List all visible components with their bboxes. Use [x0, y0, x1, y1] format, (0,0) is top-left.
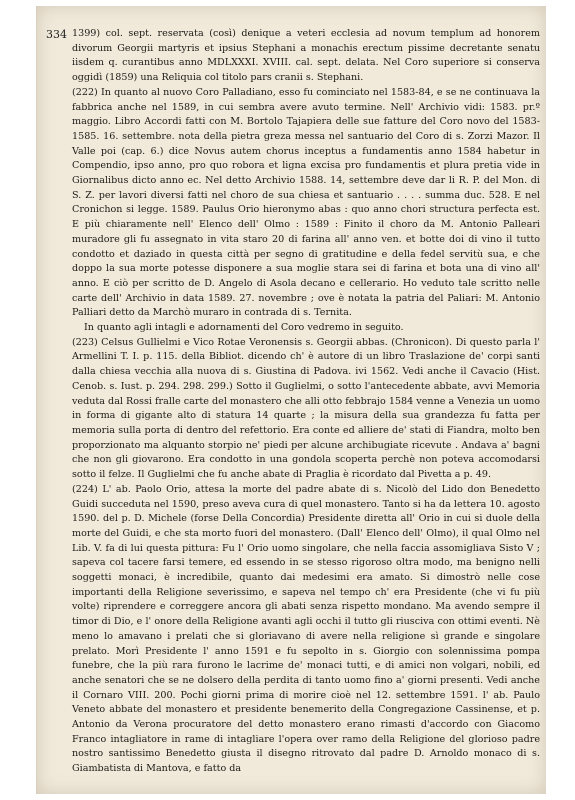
paragraph-continuation: 1399) col. sept. reservata (così) denique a veteri ecclesia ad novum templum ad honorem divorum Georgii martyris et ipsius Stephani a monachis erectum pissime decretante senatu iisdem q. curantibus anno MDLXXXI. XVIII. cal. sept. delata. Nel Coro superiore si conserva oggidì (1859) una Reliquia col titolo pars cranii s. Stephani. — [72, 28, 540, 84]
footnote-223: (223) Celsus Gullielmi e Vico Rotae Veronensis s. Georgii abbas. (Chronicon). Di questo parla l' Armellini T. I. p. 115. della Bibliot. dicendo ch' è autore di un libro Traslazione de' corpi santi dalla chiesa vecchia alla nuova di s. Giustina di Padova. ivi 1562. Vedi anche il Cavacio (Hist. Cenob. s. Iust. p. 294. 298. 299.) Sotto il Guglielmi, o sotto l'antecedente abbate, avvi Memoria veduta dal Rossi fralle carte del monastero che alli otto febbrajo 1584 venne a Venezia un uomo in forma di gigante alto di statura 14 quarte ; la misura della sua grandezza fu fatta per memoria sulla porta di dentro del refettorio. Era conte ed alliere de' stati di Fiandra, molto ben proporzionato ma alquanto storpio ne' piedi per alcune archibugiate ricevute . Andava a' bagni che non gli giovarono. Era condotto in una gondola scoperta perchè non poteva accomodarsi sotto il felze. Il Guglielmi che fu anche abate di Praglia è ricordato dal Pivetta a p. 49. — [72, 336, 540, 481]
page-number: 334 — [46, 28, 67, 41]
page-body — [72, 27, 540, 777]
footnote-222: (222) In quanto al nuovo Coro Palladiano, esso fu cominciato nel 1583-84, e se ne continuava la fabbrica anche nel 1589, in cui sembra avere avuto termine. Nell' Archivio vidi: 1583. pr.º maggio. Libro Accordi fatti con M. Bortolo Tajapiera delle sue fatture del Coro novo del 1583-1585. 16. settembre. nota della pietra greza messa nel santuario del Coro di s. Zorzi Mazor. Il Valle poi (cap. 6.) dice Novus autem chorus inceptus a fundamentis anno 1584 habetur in Compendio, ipso anno, pro quo robora et ligna excisa pro fundamentis et plura pretia vide in Giornalibus dicto anno ec. Nel detto Archivio 1588. 14, settembre deve dar li R. P. del Mon. di S. Z. per lavori diversi fatti nel choro de sua chiesa et santuario . . . . summa duc. 528. E nel Cronichon si legge. 1589. Paulus Orio hieronymo abas : quo anno chori structura perfecta est. E più chiaramente nell' Elenco dell' Olmo : 1589 : Finito il choro da M. Antonio Palleari muradore gli fu assegnato in vita staro 20 di farina all' anno ven. et botte doi di vino il tutto condotto et daziado in questa città per segno di gratitudine e della fedel servitù sua, e che doppo la sua morte potesse disponere a sua moglie stara sei di farina et bota una di vino all' anno. E ciò per scritto de D. Angelo di Asola decano e cellerario. Ho veduto tale scritto nelle carte dell' Archivio in data 1589. 27. novembre ; ove è notata la patria del Paliari: M. Antonio Palliari detto da Marchò muraro in contrada di s. Ternita. — [72, 86, 540, 319]
indented-note: In quanto agli intagli e adornamenti del Coro vedremo in seguito. — [84, 322, 404, 334]
footnote-224: (224) L' ab. Paolo Orio, attesa la morte del padre abate di s. Nicolò del Lido don Benedetto Guidi succeduta nel 1590, preso aveva cura di quel monastero. Tanto si ha da lettera 10. agosto 1590. del p. D. Michele (forse Della Concordia) Presidente diretta all' Orio in cui si duole della morte del Guidi, e che sta morto fuori del monastero. (Dall' Elenco dell' Olmo), il qual Olmo nel Lib. V. fa di lui questa pittura: Fu l' Orio uomo singolare, che nella faccia assomigliava Sisto V ; sapeva col tacere farsi temere, ed essendo in se stesso rigoroso oltra modo, ma benigno nelli soggetti monaci, è incredibile, quanto dai medesimi era amato. Si dimostrò nelle cose importanti della Religione severissimo, e sapeva nel tempo ch' era Presidente (che vi fu più volte) riprendere e correggere ancora gli abati senza rispetto mondano. Ma avendo sempre il timor di Dio, e l' onore della Religione avanti agli occhi il tutto gli riusciva con ottimi eventi. Nè meno lo amavano i prelati che si gloriavano di avere nella religione sì grande e singolare prelato. Morì Presidente l' anno 1591 e fu sepolto in s. Giorgio con solennissima pompa funebre, che la più rara furono le lacrime de' monaci tutti, e di amici non volgari, nobili, ed anche senatori che se ne dolsero della perdita di tanto uomo fino a' giorni presenti. Vedi anche il Cornaro VIII. 200. Pochi giorni prima di morire cioè nel 12. settembre 1591. l' ab. Paulo Veneto abbate del monastero et presidente benemerito della Congregazione Cassinense, et p. Antonio da Verona procuratore del detto monastero erano rimasti d'accordo con Giacomo Franco intagliatore in rame di intagliare l'opera over ramo della Religione del glorioso padre nostro santissimo Benedetto giusta il disegno ritrovato dal padre D. Arnoldo monaco di s. Giambatista di Mantova, e fatto da — [72, 483, 540, 775]
